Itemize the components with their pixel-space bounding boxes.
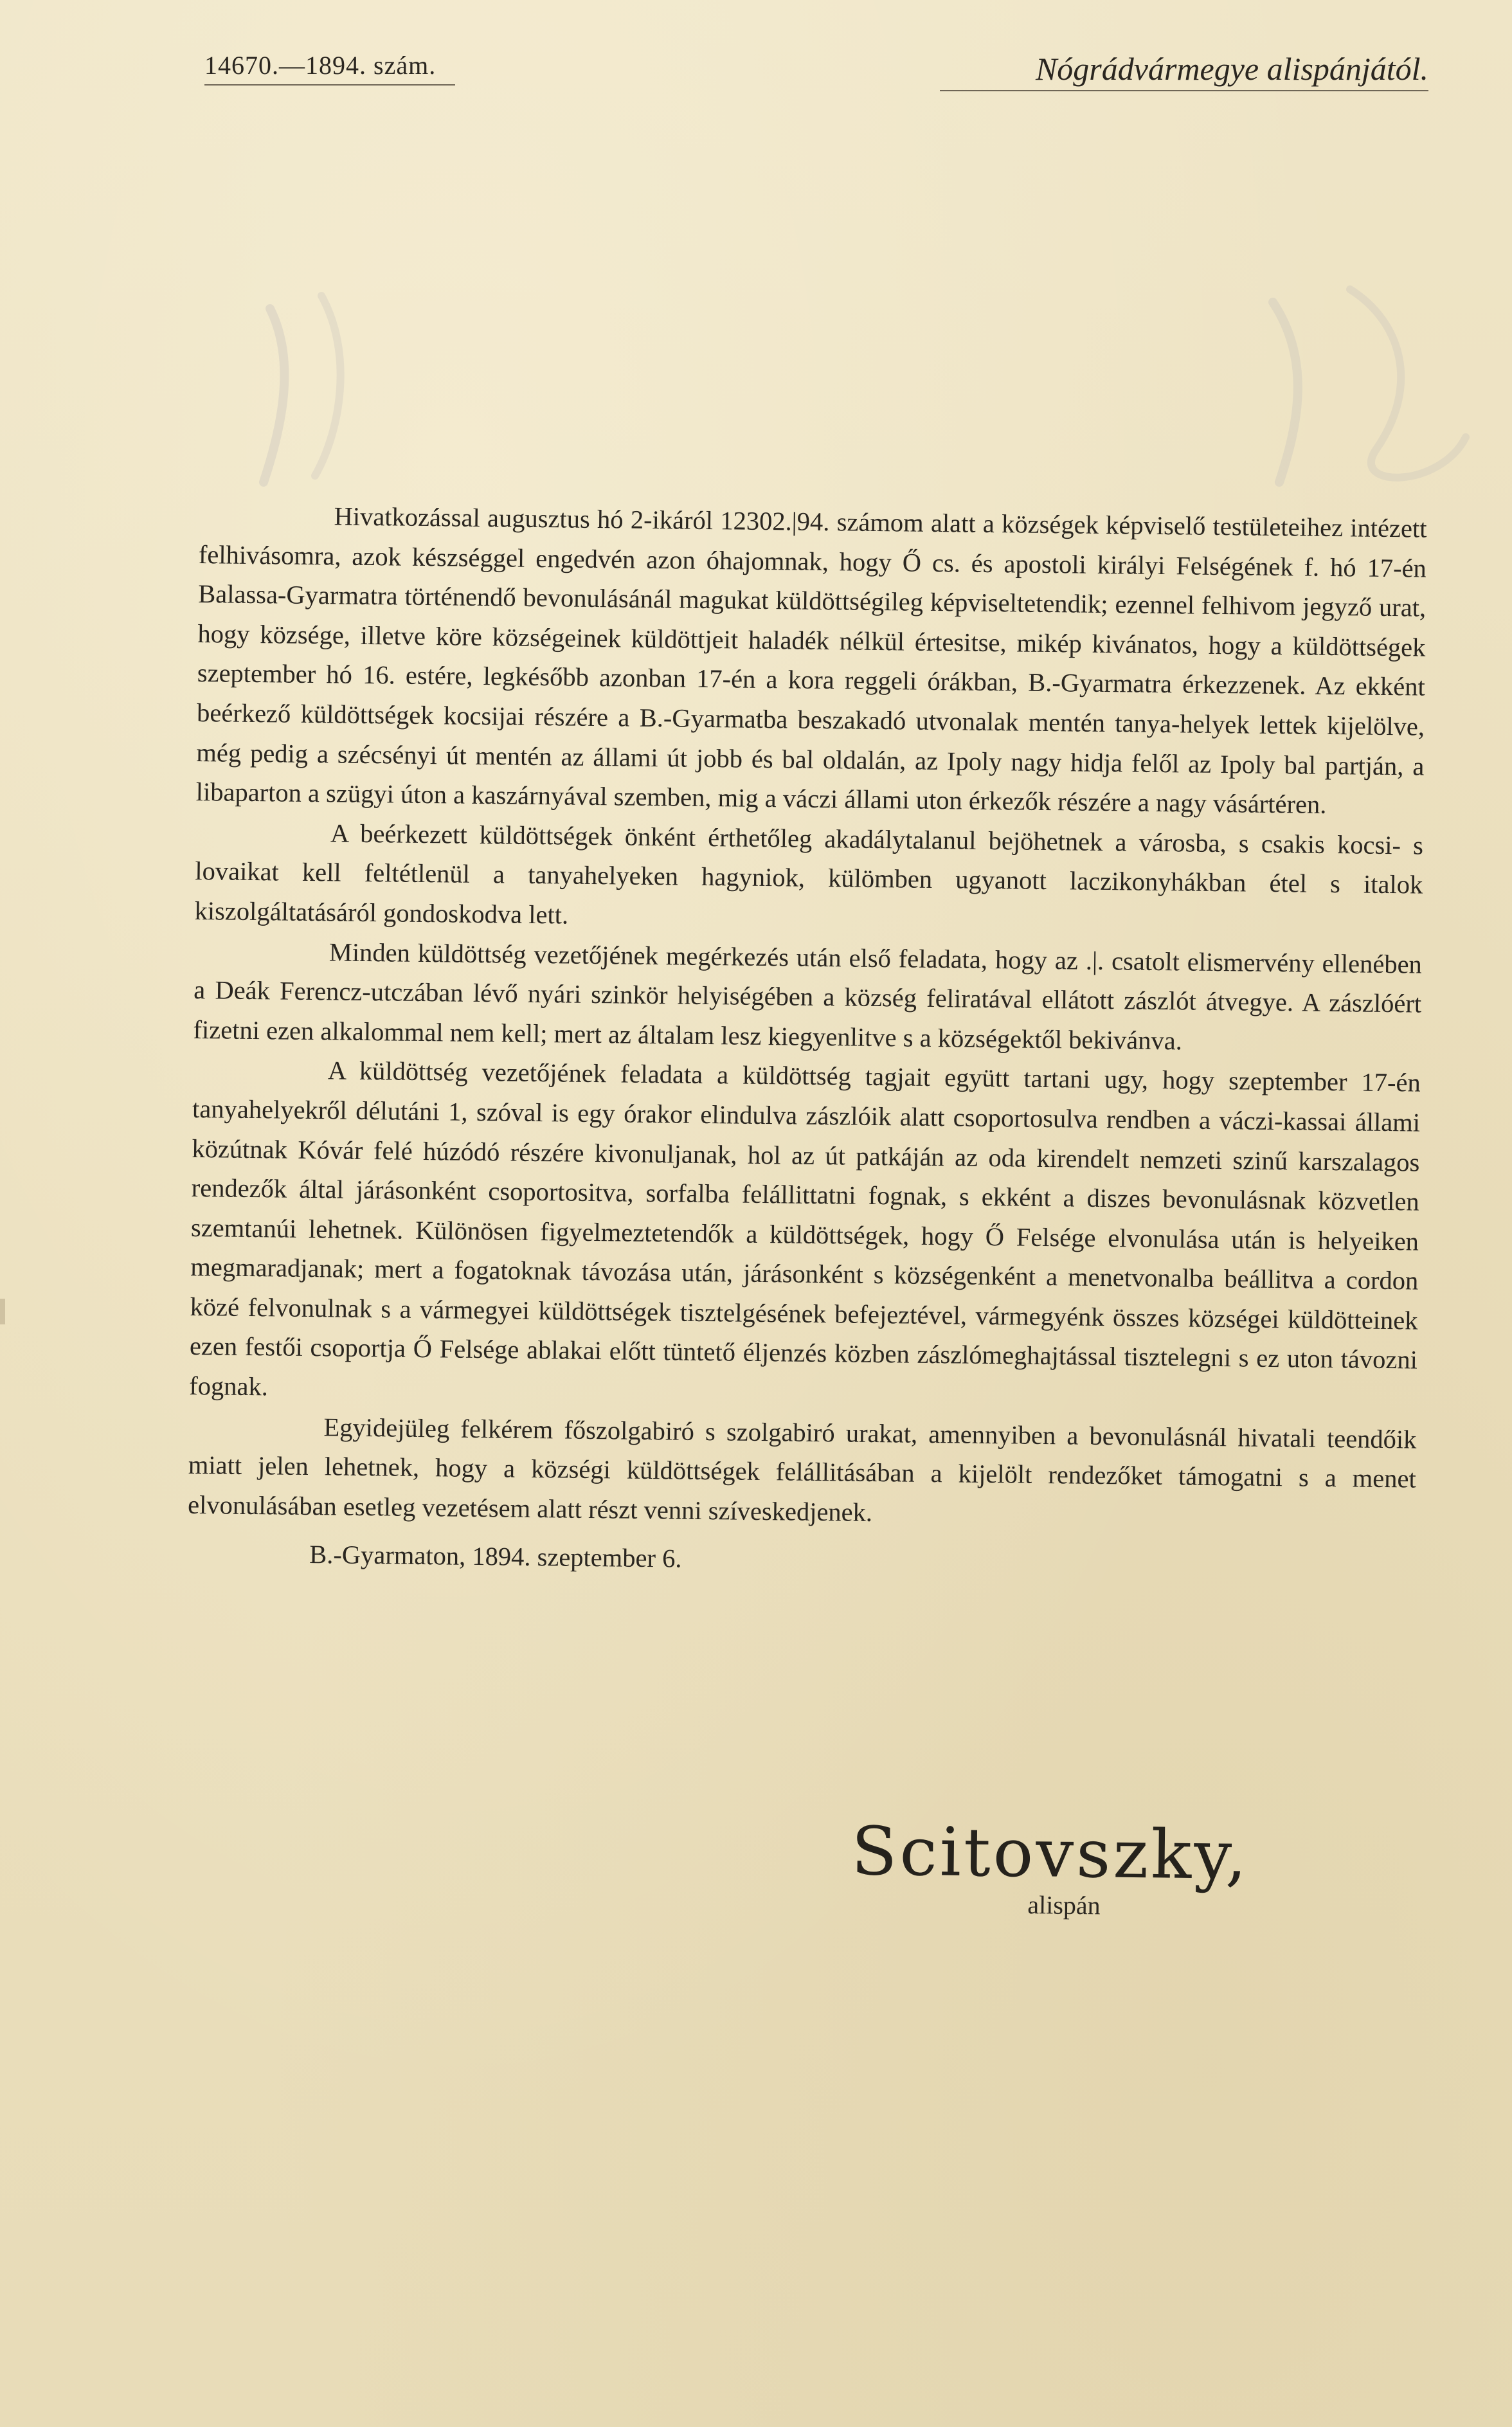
document-number: 14670.—1894. szám. (204, 50, 455, 86)
letter-body (187, 495, 1427, 1587)
signatory-title: alispán (1027, 1890, 1101, 1920)
date-line: B.-Gyarmaton, 1894. szeptember 6. (309, 1540, 682, 1574)
signature-block (851, 1812, 1315, 1923)
issuing-office: Nógrádvármegye alispánjától. (940, 50, 1428, 91)
paragraph-1: Hivatkozással augusztus hó 2-ikáról 12302.|94. számom alatt a községek képviselő testületeihez intézett felhivásomra, azok készséggel engedvén azon óhajomnak, hogy Ő cs. és apostoli királyi Felségének f. hó 17-én Balassa-Gyarmatra történendő bevonulásánál magukat küldöttségileg képviseltetendik; ezennel felhivom jegyző urat, hogy községe, illetve köre községeinek küldöttjeit haladék nélkül értesitse, mikép kivánatos, hogy a küldöttségek szeptember hó 16. estére, legkésőbb azonban 17-én a kora reggeli órákban, B.-Gyarmatra érkezzenek. Az ekként beérkező küldöttségek kocsijai részére a B.-Gyarmatba beszakadó utvonalak mentén tanya-helyek lettek kijelölve, még pedig a szécsényi út mentén az állami út jobb és bal oldalán, az Ipoly nagy hidja felől az Ipoly bal partján, a libaparton a szügyi úton a kaszárnyával szemben, mig a váczi állami uton érkezők részére a nagy vásártéren. (195, 501, 1427, 820)
bleed-through-marks (244, 283, 1498, 495)
paragraph-4: A küldöttség vezetőjének feladata a küldöttség tagjait együtt tartani ugy, hogy szeptember 17-én tanyahelyekről délutáni 1, szóval is egy órakor elindulva zászlóik alatt csoportosulva rendben a váczi-kassai állami közútnak Kóvár felé húzódó részére kivonuljanak, hol az út patkáján az oda kirendelt nemzeti szinű karszalagos rendezők által járásonként csoportositva, sorfalba felállittatni fognak, s ekként a diszes bevonulásnak közvetlen szemtanúi lehetnek. Különösen figyelmeztetendők a küldöttségek, hogy Ő Felsége elvonulása után is helyeiken megmaradjanak; mert a fogatoknak távozása után, járásonként s községenként a menetvonalba beállitva a cordon közé felvonulnak s a vármegyei küldöttségek tisztelgésének befejeztével, vármegyénk összes községei küldötteinek ezen festői csoportja Ő Felsége ablakai előtt tüntető éljenzés közben zászlómeghajtással tisztelegni s ez uton távozni fognak. (189, 1056, 1421, 1402)
paragraph-5: Egyidejüleg felkérem főszolgabiró s szolgabiró urakat, amennyiben a bevonulásnál hivatali teendőik miatt jelen lehetnek, hogy a községi küldöttségek felállitásában a kijelölt rendezőket támogatni s a menet elvonulásában esetleg vezetésem alatt részt venni szíveskedjenek. (187, 1412, 1417, 1527)
paragraph-2: A beérkezett küldöttségek önként érthetőleg akadálytalanul bejöhetnek a városba, s csakis kocsi- s lovaikat kell feltétlenül a tanyahelyeken hagyniok, külömben ugyanott laczikonyhákban étel s italok kiszolgáltatásáról gondoskodva lett. (194, 818, 1424, 930)
paragraph-3: Minden küldöttség vezetőjének megérkezés után első feladata, hogy az .|. csatolt elismervény ellenében a Deák Ferencz-utczában lévő nyári szinkör helyiségében a község feliratával ellátott zászlót átvegye. A zászlóért fizetni ezen alkalommal nem kell; mert az általam lesz kiegyenlitve s a községektől bekivánva. (193, 937, 1423, 1056)
signatory-name: Scitovszky, (851, 1812, 1250, 1895)
page-edge-mark (0, 1299, 5, 1324)
